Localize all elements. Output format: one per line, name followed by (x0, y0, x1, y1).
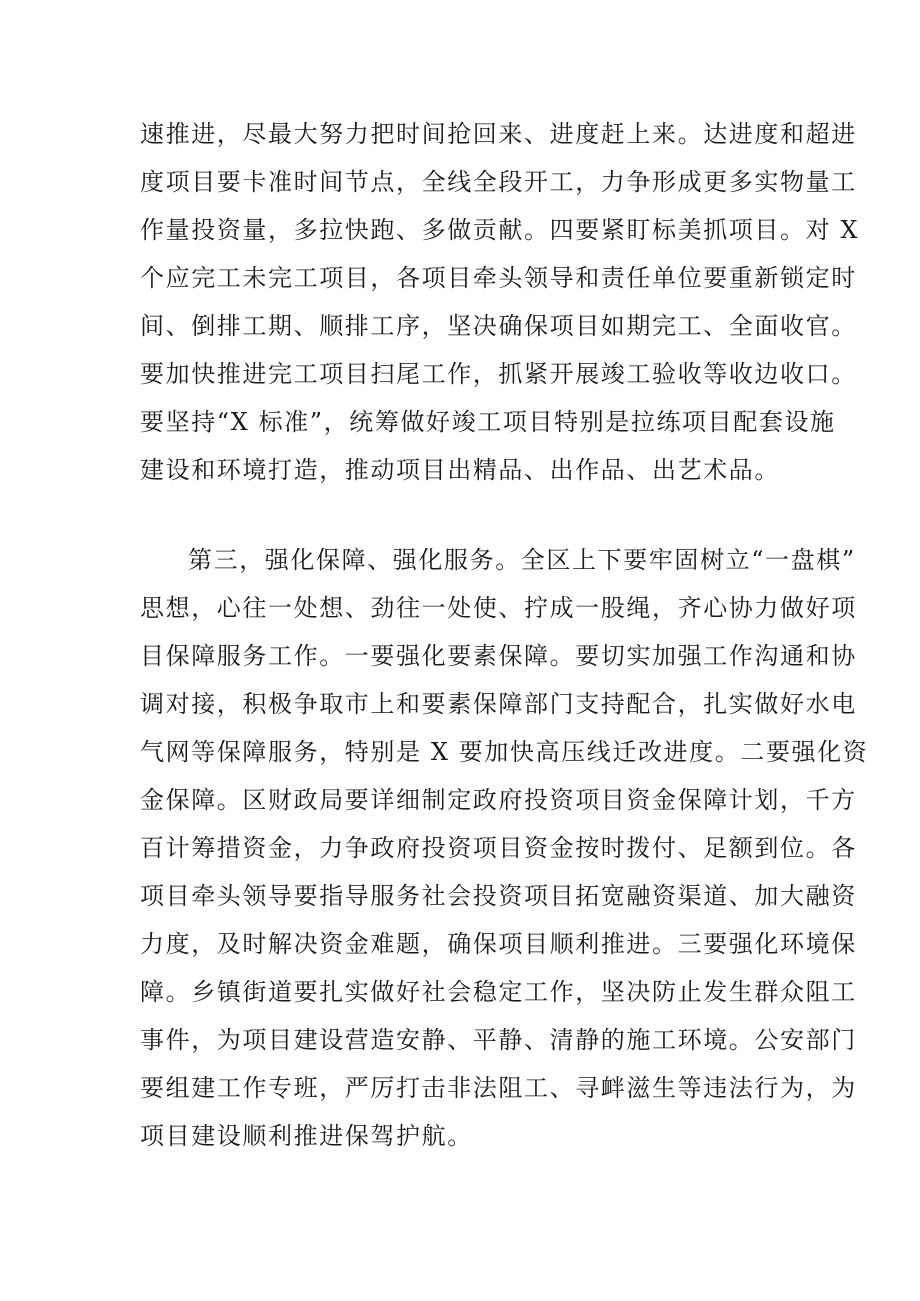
text-line: 力度，及时解决资金难题，确保项目顺利推进。三要强化环境保 (140, 930, 857, 958)
text-line: 速推进，尽最大努力把时间抢回来、进度赶上来。达进度和超进 (140, 120, 857, 148)
text-line: 项目建设顺利推进保驾护航。 (140, 1122, 473, 1150)
text-line: 项目牵头领导要指导服务社会投资项目拓宽融资渠道、加大融资 (140, 882, 857, 910)
text-line: 百计筹措资金，力争政府投资项目资金按时拨付、足额到位。各 (140, 834, 857, 862)
text-line: 间、倒排工期、顺排工序，坚决确保项目如期完工、全面收官。 (140, 312, 857, 340)
text-line: 要坚持“X 标准”，统筹做好竣工项目特别是拉练项目配套设施 (140, 408, 836, 436)
text-line: 气网等保障服务，特别是 X 要加快高压线迁改进度。二要强化资 (140, 738, 869, 766)
text-line: 度项目要卡准时间节点，全线全段开工，力争形成更多实物量工 (140, 168, 857, 196)
text-line: 思想，心往一处想、劲往一处使、拧成一股绳，齐心协力做好项 (140, 594, 857, 622)
text-line: 目保障服务工作。一要强化要素保障。要切实加强工作沟通和协 (140, 642, 857, 670)
text-line: 障。乡镇街道要扎实做好社会稳定工作，坚决防止发生群众阻工 (140, 978, 857, 1006)
text-line: 要加快推进完工项目扫尾工作，抓紧开展竣工验收等收边收口。 (140, 360, 857, 388)
text-line: 作量投资量，多拉快跑、多做贡献。四要紧盯标美抓项目。对 X (140, 216, 860, 244)
text-line: 金保障。区财政局要详细制定政府投资项目资金保障计划，千方 (140, 786, 857, 814)
text-line: 事件，为项目建设营造安静、平静、清静的施工环境。公安部门 (140, 1026, 857, 1054)
text-line: 个应完工未完工项目，各项目牵头领导和责任单位要重新锁定时 (140, 264, 857, 292)
text-line: 建设和环境打造，推动项目出精品、出作品、出艺术品。 (140, 456, 780, 484)
text-line: 调对接，积极争取市上和要素保障部门支持配合，扎实做好水电 (140, 690, 857, 718)
text-line: 第三，强化保障、强化服务。全区上下要牢固树立“一盘棋” (188, 546, 856, 574)
text-line: 要组建工作专班，严厉打击非法阻工、寻衅滋生等违法行为，为 (140, 1074, 857, 1102)
